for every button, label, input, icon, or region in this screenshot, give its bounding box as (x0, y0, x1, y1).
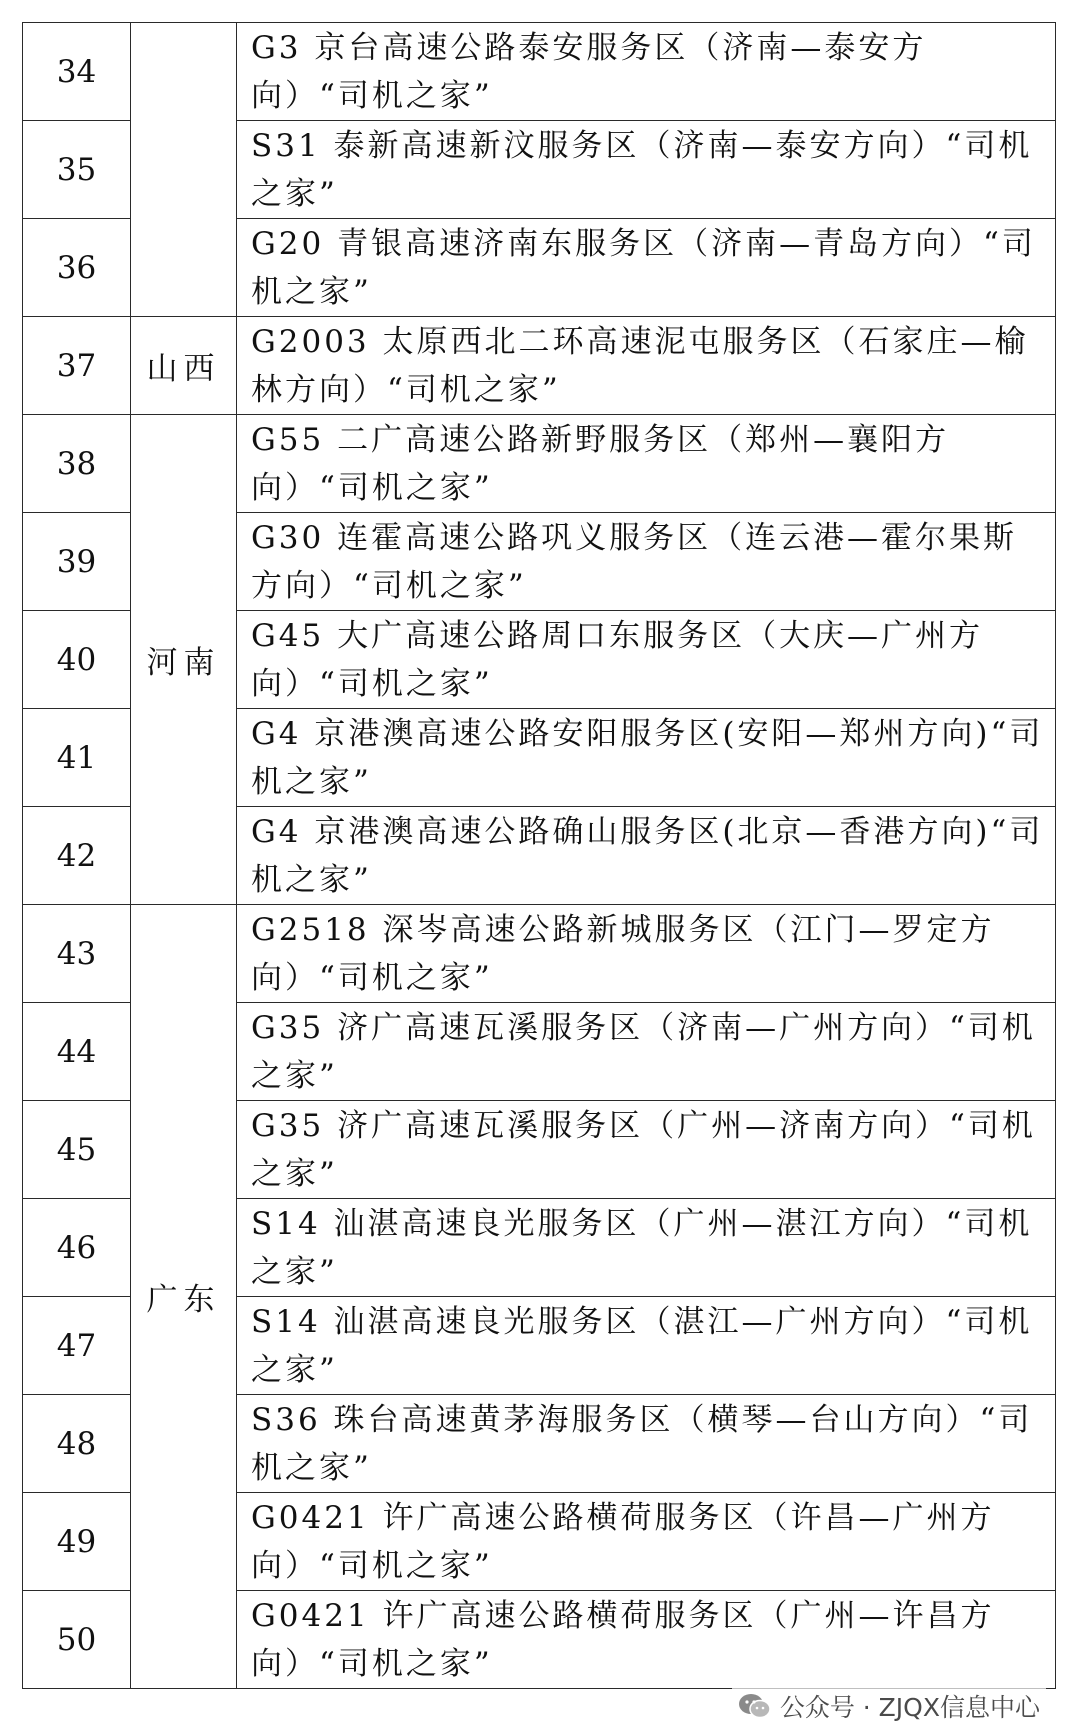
row-number: 39 (23, 513, 131, 611)
service-area-name: S36 珠台高速黄茅海服务区（横琴—台山方向）“司机之家” (237, 1395, 1056, 1493)
row-number: 38 (23, 415, 131, 513)
account-watermark (732, 1686, 1046, 1726)
table-row (23, 905, 1056, 1003)
service-area-name: G4 京港澳高速公路安阳服务区(安阳—郑州方向)“司机之家” (237, 709, 1056, 807)
service-area-name: G3 京台高速公路泰安服务区（济南—泰安方向）“司机之家” (237, 23, 1056, 121)
row-number: 44 (23, 1003, 131, 1101)
service-area-name: G45 大广高速公路周口东服务区（大庆—广州方向）“司机之家” (237, 611, 1056, 709)
service-area-name: S14 汕湛高速良光服务区（广州—湛江方向）“司机之家” (237, 1199, 1056, 1297)
row-number: 48 (23, 1395, 131, 1493)
service-area-name: G55 二广高速公路新野服务区（郑州—襄阳方向）“司机之家” (237, 415, 1056, 513)
province-cell-guangdong: 广东 (131, 905, 237, 1689)
service-area-name: G35 济广高速瓦溪服务区（济南—广州方向）“司机之家” (237, 1003, 1056, 1101)
service-area-name: G30 连霍高速公路巩义服务区（连云港—霍尔果斯方向）“司机之家” (237, 513, 1056, 611)
row-number: 47 (23, 1297, 131, 1395)
row-number: 50 (23, 1591, 131, 1689)
row-number: 46 (23, 1199, 131, 1297)
row-number: 36 (23, 219, 131, 317)
province-cell-henan: 河南 (131, 415, 237, 905)
service-area-name: G2003 太原西北二环高速泥屯服务区（石家庄—榆林方向）“司机之家” (237, 317, 1056, 415)
row-number: 37 (23, 317, 131, 415)
table-row (23, 317, 1056, 415)
row-number: 34 (23, 23, 131, 121)
row-number: 42 (23, 807, 131, 905)
service-area-name: G0421 许广高速公路横荷服务区（广州—许昌方向）“司机之家” (237, 1591, 1056, 1689)
watermark-text: 公众号 · ZJQX信息中心 (779, 1693, 1040, 1722)
row-number: 49 (23, 1493, 131, 1591)
service-area-name: S31 泰新高速新汶服务区（济南—泰安方向）“司机之家” (237, 121, 1056, 219)
service-area-table (22, 22, 1056, 1689)
service-area-name: G0421 许广高速公路横荷服务区（许昌—广州方向）“司机之家” (237, 1493, 1056, 1591)
wechat-icon (738, 1692, 772, 1720)
service-area-name: G4 京港澳高速公路确山服务区(北京—香港方向)“司机之家” (237, 807, 1056, 905)
table-row (23, 23, 1056, 121)
row-number: 43 (23, 905, 131, 1003)
service-area-name: S14 汕湛高速良光服务区（湛江—广州方向）“司机之家” (237, 1297, 1056, 1395)
row-number: 35 (23, 121, 131, 219)
province-cell-continued (131, 23, 237, 317)
service-area-name: G20 青银高速济南东服务区（济南—青岛方向）“司机之家” (237, 219, 1056, 317)
table-row (23, 415, 1056, 513)
row-number: 41 (23, 709, 131, 807)
service-area-name: G2518 深岑高速公路新城服务区（江门—罗定方向）“司机之家” (237, 905, 1056, 1003)
province-cell-shanxi: 山西 (131, 317, 237, 415)
row-number: 40 (23, 611, 131, 709)
service-area-name: G35 济广高速瓦溪服务区（广州—济南方向）“司机之家” (237, 1101, 1056, 1199)
service-area-table-sheet (22, 22, 1056, 1689)
row-number: 45 (23, 1101, 131, 1199)
